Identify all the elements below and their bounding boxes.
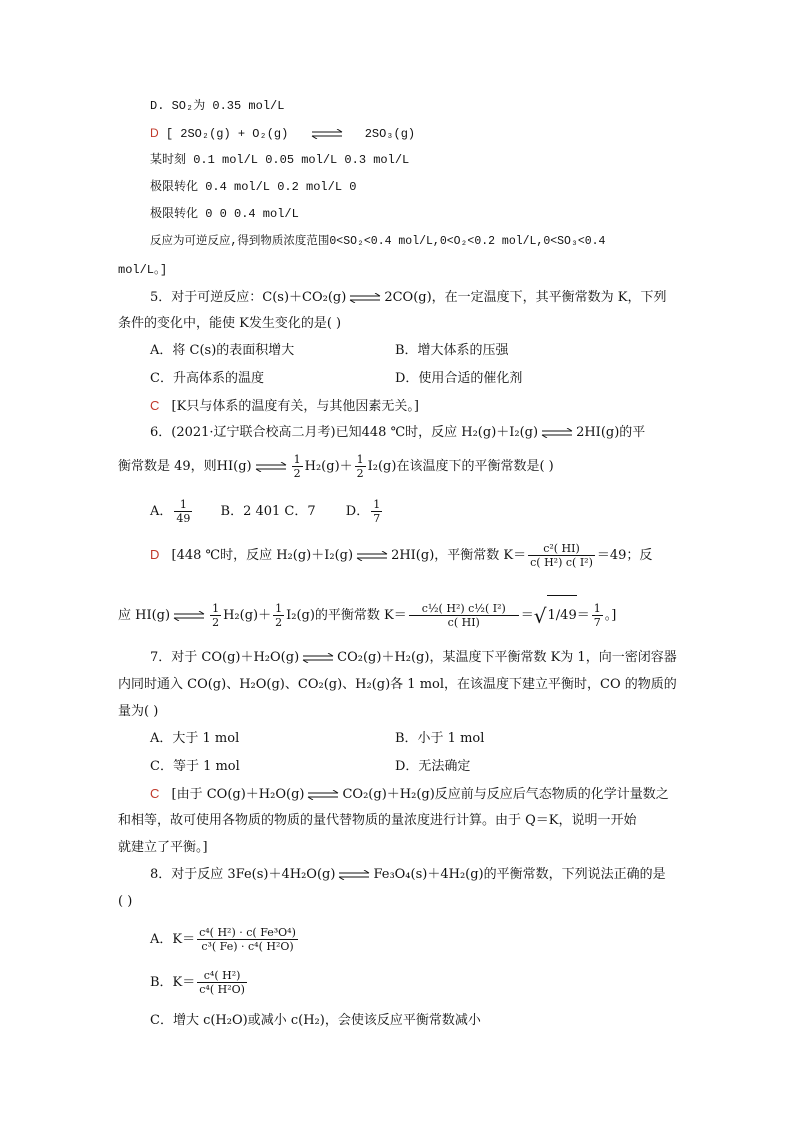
q8-option-a: [150, 925, 300, 955]
frac-den: 2: [212, 616, 220, 629]
q5-option-c: C．升高体系的温度: [150, 371, 264, 386]
line-range: 反应为可逆反应,得到物质浓度范围0<SO₂<0.4 mol/L,0<O₂<0.2 mol/L,0<SO₃<0.4: [150, 235, 606, 248]
frac-den: 49: [176, 512, 191, 525]
q8-option-b: [150, 968, 249, 998]
answer-7-line2: 和相等，故可使用各物质的物质的量代替物质的量浓度进行计算。由于 Q＝K，说明一开始: [118, 813, 637, 828]
q5-part-a: 5．对于可逆反应：C(s)＋CO₂(g): [150, 290, 347, 305]
q7-option-d: D．无法确定: [395, 759, 471, 774]
a6-text-6: I₂(g)的平衡常数 K＝: [286, 608, 407, 623]
a6-text-5: H₂(g)＋: [223, 608, 272, 623]
q6-option-d-label: D．: [345, 504, 370, 519]
frac-num: c½( H²) c½( I²): [421, 602, 506, 615]
fraction-1-49: [174, 498, 192, 525]
a6-text-7: ＝: [576, 608, 590, 623]
fraction-k-b: [197, 969, 247, 996]
q5-option-d: D．使用合适的催化剂: [395, 371, 523, 386]
frac-num: 1: [212, 602, 220, 615]
frac-den: 7: [593, 616, 601, 629]
q6-part-a: 6．(2021·辽宁联合校高二月考)已知448 ℃时，反应 H₂(g)＋I₂(g): [150, 425, 539, 440]
fraction-half: [273, 602, 284, 629]
answer-text: [K只与体系的温度有关，与其他因素无关。]: [171, 399, 419, 414]
equilibrium-arrow-icon: [301, 653, 335, 663]
q8-option-a-label: A．K＝: [150, 932, 196, 947]
question-8-line1: [150, 867, 666, 883]
q7-option-b: B．小于 1 mol: [395, 731, 485, 746]
q6-option-a-label: A．: [150, 504, 173, 519]
frac-den: c( HI): [447, 616, 480, 629]
answer-7-line1: [150, 786, 669, 803]
frac-num: 1: [275, 602, 283, 615]
q6-option-bc: B．2 401 C．7: [220, 504, 316, 519]
frac-den: 2: [293, 467, 301, 480]
frac-num: c⁴( H²) · c( Fe³O⁴): [199, 926, 296, 939]
fraction-half: [292, 453, 303, 480]
frac-den: c³( Fe) · c⁴( H²O): [201, 940, 294, 953]
a6-text-4: 应 HI(g): [118, 608, 171, 623]
fraction-k-a: [197, 926, 298, 953]
q8-part-b: Fe₃O₄(s)＋4H₂(g)的平衡常数，下列说法正确的是: [373, 867, 666, 882]
sqrt-content: 1/49: [547, 595, 577, 636]
q6-options: [150, 497, 384, 527]
answer-5: [150, 398, 419, 415]
equilibrium-arrow-icon: [310, 129, 344, 139]
answer-letter: D: [150, 547, 160, 562]
a6-text-1: [448 ℃时，反应 H₂(g)＋I₂(g): [171, 548, 354, 563]
q7-part-b: CO₂(g)＋H₂(g)，某温度下平衡常数 K为 1，向一密闭容器: [337, 650, 677, 665]
q6-part-c: 衡常数是 49，则HI(g): [118, 459, 252, 474]
question-6-line2: [118, 452, 554, 482]
q8-option-b-label: B．K＝: [150, 975, 196, 990]
equilibrium-arrow-icon: [172, 611, 206, 621]
q8-option-c: C．增大 c(H₂O)或减小 c(H₂)，会使该反应平衡常数减小: [150, 1013, 481, 1028]
frac-num: 1: [373, 498, 381, 511]
q6-i2: I₂(g)在该温度下的平衡常数是( ): [367, 459, 554, 474]
frac-den: c⁴( H²O): [199, 983, 245, 996]
equilibrium-arrow-icon: [355, 551, 389, 561]
q7-option-a: A．大于 1 mol: [150, 731, 240, 746]
question-8-line2: ( ): [118, 894, 133, 909]
a6-text-2: 2HI(g)，平衡常数 K＝: [391, 548, 527, 563]
q7-option-c: C．等于 1 mol: [150, 759, 240, 774]
fraction-1-7: [371, 498, 382, 525]
square-root: √ 1/49: [534, 595, 577, 636]
equilibrium-arrow-icon: [348, 293, 382, 303]
q5-option-a: A．将 C(s)的表面积增大: [150, 343, 295, 358]
q6-h2: H₂(g)＋: [304, 459, 353, 474]
fraction-half: [355, 453, 366, 480]
a6-text-3: ＝49；反: [596, 548, 653, 563]
question-5-line1: [150, 290, 667, 306]
frac-den: c( H²) c( I²): [530, 556, 593, 569]
fraction-result: [592, 602, 603, 629]
q5-part-b: 2CO(g)，在一定温度下，其平衡常数为 K，下列: [384, 290, 667, 305]
frac-num: c²( HI): [543, 542, 580, 555]
frac-num: 1: [293, 453, 301, 466]
answer-letter: C: [150, 786, 160, 801]
q8-part-a: 8．对于反应 3Fe(s)＋4H₂O(g): [150, 867, 336, 882]
line-moment: 某时刻 0.1 mol/L 0.05 mol/L 0.3 mol/L: [150, 153, 410, 167]
frac-num: 1: [356, 453, 364, 466]
frac-den: 7: [373, 512, 381, 525]
a7-text-2: CO₂(g)＋H₂(g)反应前与反应后气态物质的化学计量数之: [342, 787, 669, 802]
equilibrium-arrow-icon: [306, 790, 340, 800]
frac-num: c⁴( H²): [203, 969, 241, 982]
answer-letter: C: [150, 398, 160, 413]
answer-4-equation: [150, 125, 415, 142]
a6-text-8: 。]: [604, 608, 617, 623]
q7-part-a: 7．对于 CO(g)＋H₂O(g): [150, 650, 300, 665]
line-limit-1: 极限转化 0.4 mol/L 0.2 mol/L 0: [150, 180, 357, 194]
fraction-half: [210, 602, 221, 629]
line-range-end: mol/L。]: [118, 263, 168, 277]
frac-num: 1: [179, 498, 187, 511]
question-7-line3: 量为( ): [118, 704, 159, 719]
q6-part-b: 2HI(g)的平: [576, 425, 646, 440]
equation-reactants: [ 2SO₂(g) + O₂(g): [165, 127, 289, 141]
question-6-line1: [150, 425, 645, 441]
frac-num: 1: [593, 602, 601, 615]
line-limit-2: 极限转化 0 0 0.4 mol/L: [150, 207, 299, 221]
line-option-d: D. SO₂为 0.35 mol/L: [150, 99, 285, 113]
q5-option-b: B．增大体系的压强: [395, 343, 509, 358]
question-7-line1: [150, 650, 677, 666]
equilibrium-arrow-icon: [540, 428, 574, 438]
equilibrium-arrow-icon: [254, 462, 288, 472]
answer-letter: D: [150, 126, 159, 140]
frac-den: 2: [356, 467, 364, 480]
answer-6-line2: 应 HI(g) $\frac{1}{2}$ H₂(g)＋ $\frac{1}{2}$ I₂(g)的平衡常数 K＝ $\frac{\text{c½( H²) c½( I²)}}{c( HI)}$ ＝ √ 1/49 ＝ $\frac{1}{7}$ 。]: [118, 595, 616, 636]
equilibrium-arrow-icon: [337, 870, 371, 880]
question-5-line2: 条件的变化中，能使 K发生变化的是( ): [118, 316, 342, 331]
question-7-line2: 内同时通入 CO(g)、H₂O(g)、CO₂(g)、H₂(g)各 1 mol，在该温度下建立平衡时，CO 的物质的: [118, 677, 677, 692]
fraction-k-inverse: [409, 602, 519, 629]
answer-6-line1: [150, 540, 652, 571]
frac-den: 2: [275, 616, 283, 629]
a7-text-1: [由于 CO(g)＋H₂O(g): [171, 787, 305, 802]
answer-7-line3: 就建立了平衡。]: [118, 840, 208, 855]
fraction-k: [528, 542, 595, 569]
equation-products: 2SO₃(g): [364, 127, 416, 141]
